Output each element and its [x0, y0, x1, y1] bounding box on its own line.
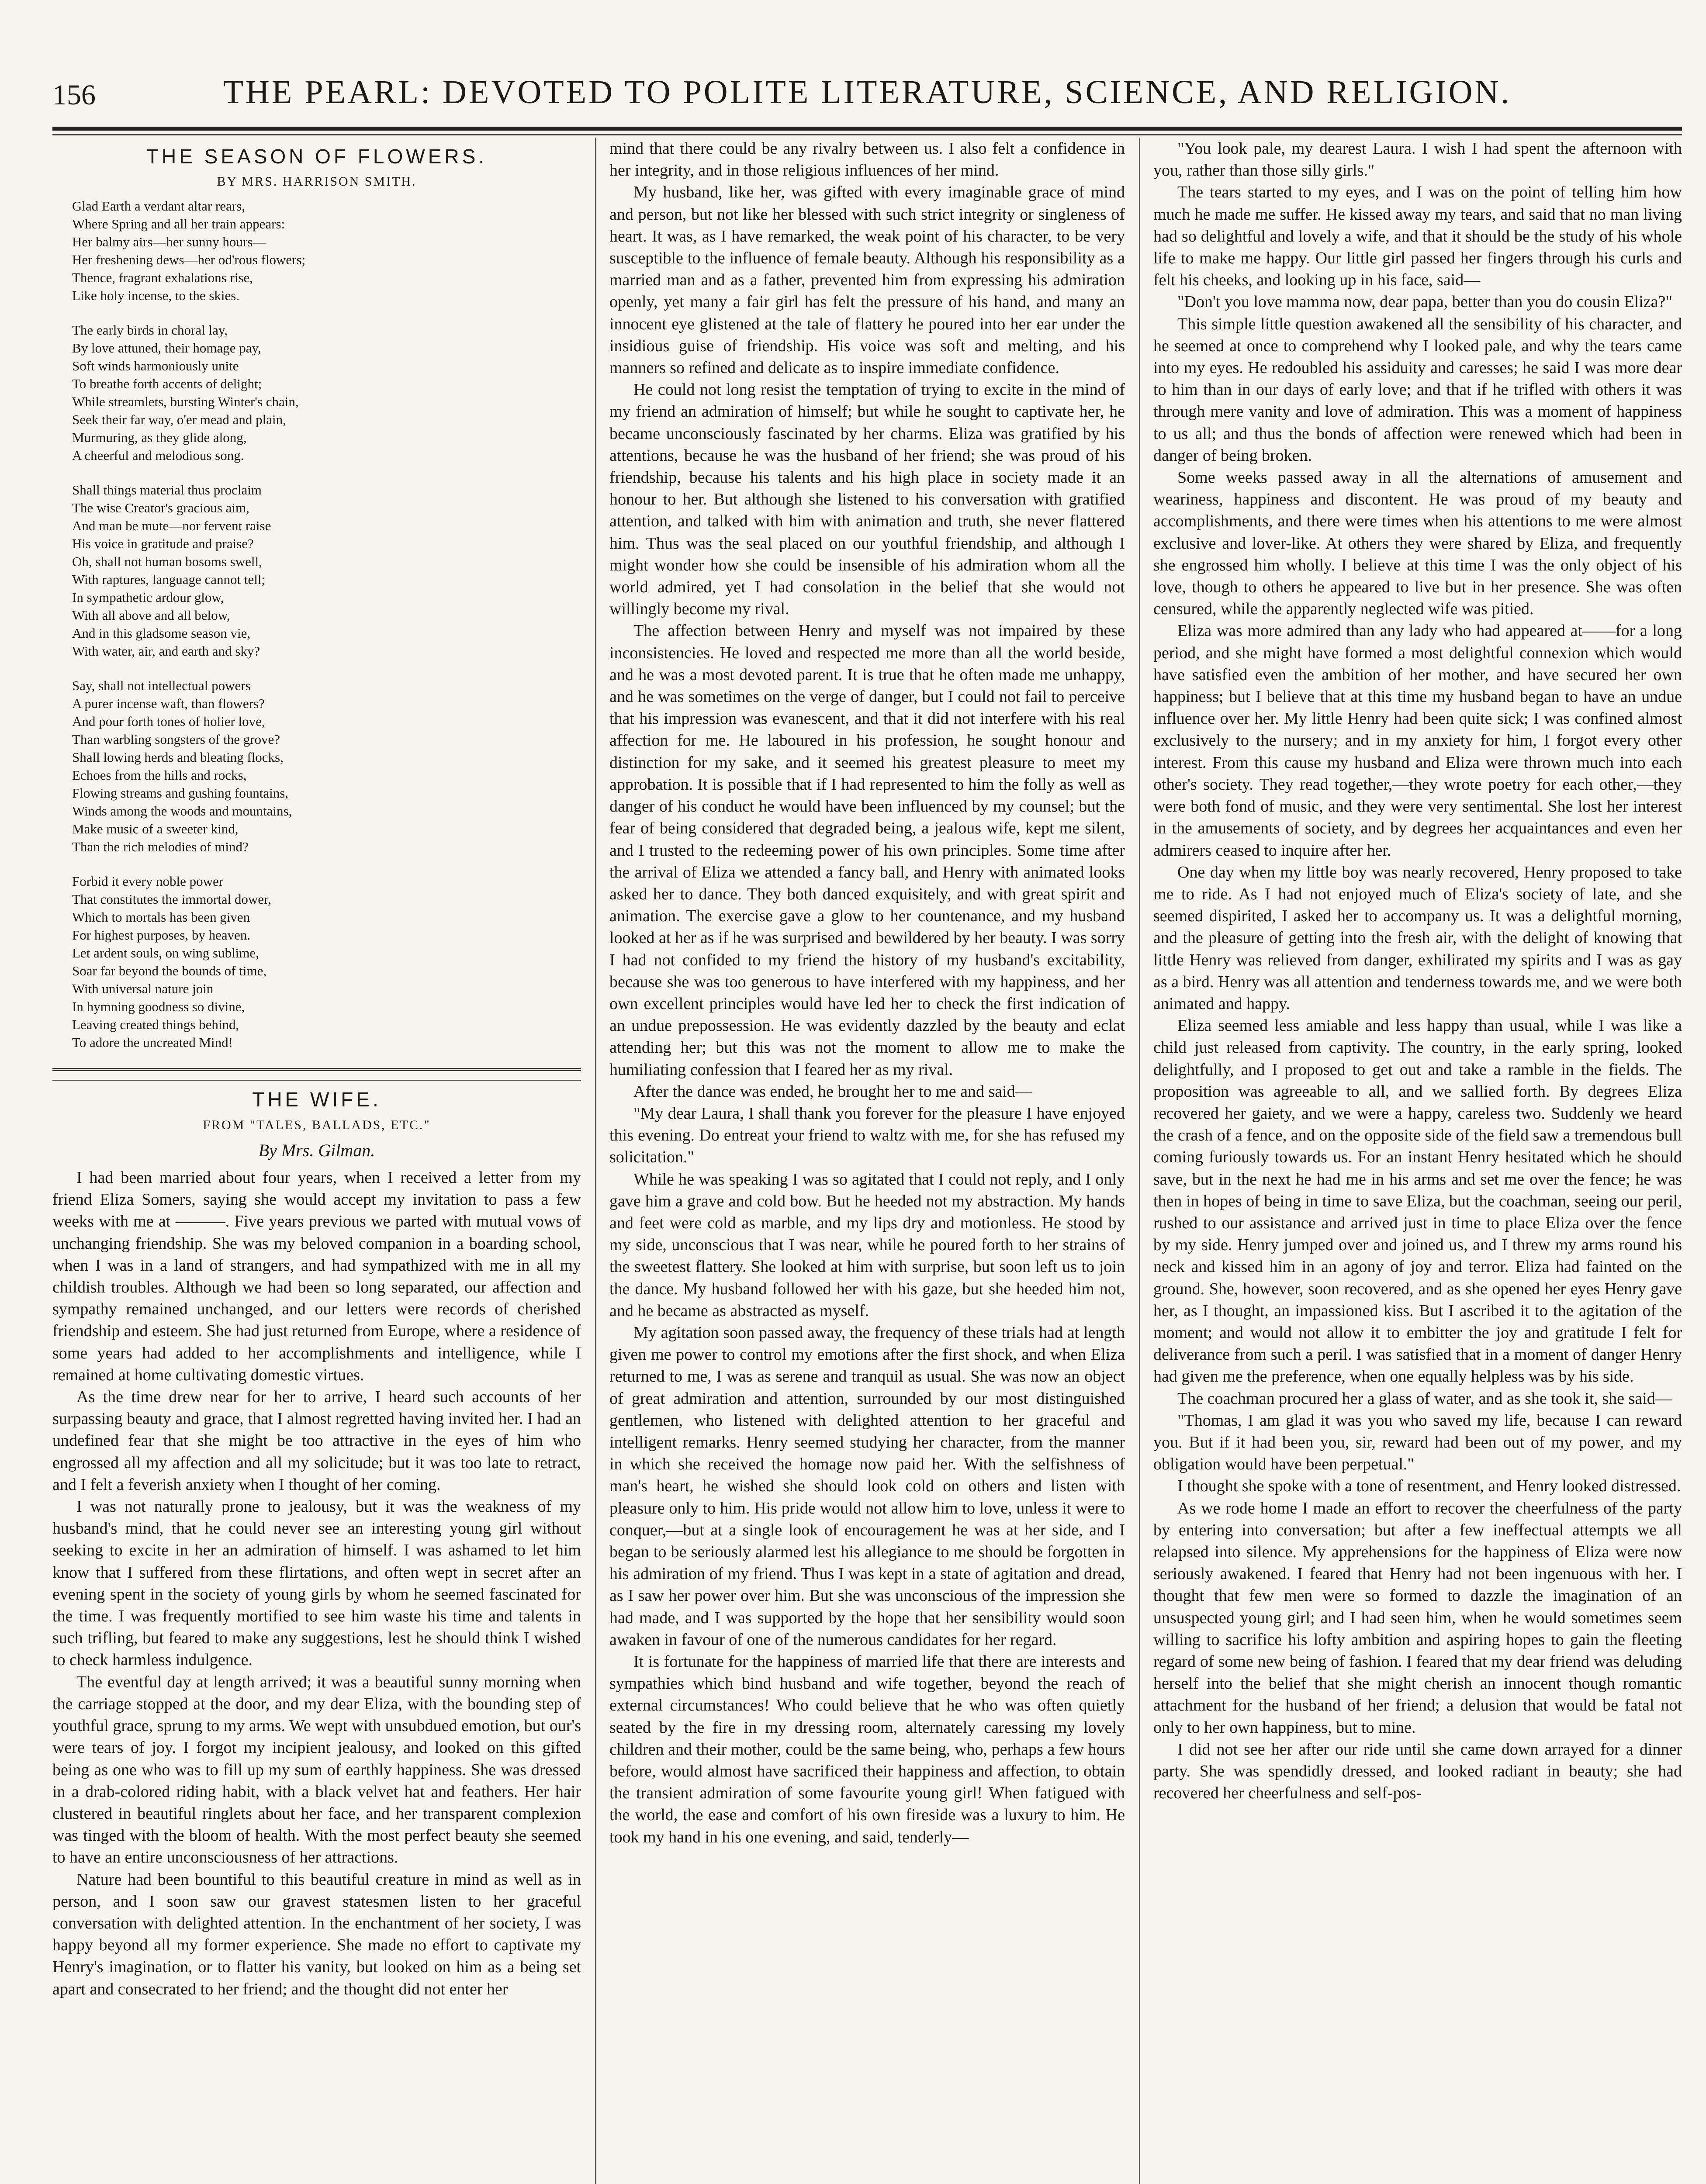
poem-line: Say, shall not intellectual powers: [72, 678, 251, 694]
story-text-col1: [52, 1167, 581, 2000]
poem-line: By love attuned, their homage pay,: [72, 340, 261, 356]
paragraph: Nature had been bountiful to this beautiful creature in mind as well as in person, and I soon saw our gravest statesmen listen to her graceful conversation with delighted attention. In the enchantment of her society, I was happy beyond all my former experience. She made no effort to captivate my Henry's imagination, or to flatter his vanity, but looked on him as a being set apart and consecrated to her friend; and the thought did not enter her: [52, 1870, 581, 1998]
poem-line: Let ardent souls, on wing sublime,: [72, 945, 259, 961]
paragraph: I was not naturally prone to jealousy, but it was the weakness of my husband's mind, that he could never see an interesting young girl without seeking to excite in her an admiration of himself. I was ashamed to let him know that I suffered from these flirtations, and often wept in secret after an evening spent in the society of young girls by whom he seemed fascinated for the time. I was frequently mortified to see him waste his time and talents in such trifling, but feared to make any suggestions, lest he should think I wished to check harmless indulgence.: [52, 1497, 581, 1669]
paragraph: He could not long resist the temptation of trying to excite in the mind of my friend an admiration of himself; but while he sought to captivate her, he became unconsciously fascinated by her charms. Eliza was gratified by his attentions, because he was the husband of her friend; she was proud of his friendship, because his talents and his high place in society made it an honour to her. But although she listened to his conversation with gratified attention, and talked with him with animation and truth, she never flattered him. Thus was the seal placed on our youthful friendship, and although I might wonder how she could be insensible of his admiration whom all the world admired, yet I had consolation in the belief that she would not willingly become my rival.: [609, 380, 1125, 619]
paragraph: My agitation soon passed away, the frequency of these trials had at length given me power to control my emotions after the first shock, and when Eliza returned to me, I was as serene and tranquil as usual. She was now an object of great admiration and attention, surrounded by our most distinguished gentlemen, who listened with delighted attention to her graceful and intelligent remarks. Henry seemed studying her character, from the manner in which she received the homage now paid her. With the selfishness of man's heart, he wished she should look cold on others and listen with pleasure only to him. His pride would not allow him to love, unless it were to conquer,—but at a single look of encouragement he was at her side, and I began to be seriously alarmed lest his allegiance to me should be forgotten in his admiration of my friend. Thus I was kept in a state of agitation and dread, as I saw her power over him. But she was unconscious of the impression she had made, and I was supported by the hope that her sensibility would soon awaken in favour of one of the numerous candidates for her regard.: [609, 1323, 1125, 1649]
paragraph: "You look pale, my dearest Laura. I wish I had spent the afternoon with you, rather than those silly girls.": [1153, 139, 1682, 180]
paragraph: Eliza seemed less amiable and less happy than usual, while I was like a child just released from captivity. The country, in the early spring, looked delightfully, and I proposed to get out and take a ramble in the fields. The proposition was agreeable to all, and we sallied forth. By degrees Eliza recovered her gaiety, and we were a happy, careless two. Suddenly we heard the crash of a fence, and on the opposite side of the field saw a tremendous bull coming furiously towards us. For an instant Henry hesitated which he should save, but in the next he had me in his arms and set me over the fence; he was then in hopes of being in time to save Eliza, but the coachman, seeing our peril, rushed to our assistance and arrived just in time to place Eliza over the fence by my side. Henry jumped over and joined us, and I threw my arms round his neck and kissed him in an agony of joy and terror. Eliza had fainted on the ground. She, however, soon recovered, and as she opened her eyes Henry gave her, as I thought, an impassioned kiss. But I ascribed it to the agitation of the moment; and would not allow it to embitter the joy and gratitude I felt for deliverance from such a peril. I was satisfied that in a moment of danger Henry had given me the preference, when one equally helpless was by his side.: [1153, 1016, 1682, 1386]
paragraph: After the dance was ended, he brought her to me and said—: [633, 1082, 1032, 1101]
poem-line: Which to mortals has been given: [72, 909, 250, 925]
poem-line: Than the rich melodies of mind?: [72, 839, 249, 855]
poem-line: Soar far beyond the bounds of time,: [72, 963, 267, 979]
poem-line: For highest purposes, by heaven.: [72, 927, 251, 943]
poem-line: The early birds in choral lay,: [72, 322, 228, 338]
poem-line: Where Spring and all her train appears:: [72, 216, 285, 232]
paragraph: One day when my little boy was nearly recovered, Henry proposed to take me to ride. As I had not enjoyed much of Eliza's society of late, and she seemed dispirited, I asked her to accompany us. It was a delightful morning, and the pleasure of getting into the fresh air, with the delight of knowing that little Henry was relieved from danger, exhilirated my spirits and I was as gay as a bird. Henry was all attention and tenderness towards me, and we were both animated and happy.: [1153, 863, 1682, 1013]
paragraph: "Thomas, I am glad it was you who saved my life, because I can reward you. But if it had been you, sir, reward had been out of my power, and my obligation would have been perpetual.": [1153, 1411, 1682, 1474]
poem-line: And man be mute—nor fervent raise: [72, 518, 271, 534]
paragraph: "Don't you love mamma now, dear papa, better than you do cousin Eliza?": [1177, 293, 1672, 311]
poem-line: Winds among the woods and mountains,: [72, 803, 292, 819]
header-rule: [52, 127, 1682, 131]
poem-line: Flowing streams and gushing fountains,: [72, 785, 289, 801]
paragraph: My husband, like her, was gifted with every imaginable grace of mind and person, but not like her blessed with such strict integrity or singleness of heart. It was, as I have remarked, the weak point of his character, to be very susceptible to the influence of female beauty. Although his responsibility as a married man and as a father, prevented him from expressing his admiration openly, yet many a fair girl has felt the pressure of his hand, and many an innocent eye glistened at the tale of flattery he poured into her ear under the insidious guise of friendship. His voice was soft and melting, and his manners so refined and delicate as to inspire immediate confidence.: [609, 183, 1125, 377]
paragraph: This simple little question awakened all the sensibility of his character, and he seemed at once to comprehend why I looked pale, and why the tears came into my eyes. He redoubled his assiduity and caresses; he said I was more dear to him than in our days of early love; and that if he trifled with others it was through mere vanity and love of admiration. This was a moment of happiness to us all; and thus the bonds of affection were renewed which had been in danger of being broken.: [1153, 314, 1682, 465]
poem-stanza: [72, 197, 581, 304]
poem-line: Oh, shall not human bosoms swell,: [72, 554, 262, 570]
poem-stanza: [72, 872, 581, 1051]
poem-title: THE SEASON OF FLOWERS.: [146, 145, 488, 168]
column-2: [609, 138, 1125, 2184]
poem-body: [52, 197, 581, 1051]
poem-line: In sympathetic ardour glow,: [72, 590, 224, 605]
paragraph: mind that there could be any rivalry between us. I also felt a confidence in her integrity, and in those religious influences of her mind.: [609, 139, 1125, 180]
poem-line: Thence, fragrant exhalations rise,: [72, 270, 253, 286]
poem-line: With water, air, and earth and sky?: [72, 643, 260, 659]
paragraph: I thought she spoke with a tone of resentment, and Henry looked distressed.: [1177, 1477, 1681, 1496]
poem-line: Shall things material thus proclaim: [72, 482, 262, 498]
poem-line: The wise Creator's gracious aim,: [72, 500, 249, 516]
poem-line: With universal nature join: [72, 981, 214, 997]
poem-line: Leaving created things behind,: [72, 1017, 239, 1033]
paragraph: The tears started to my eyes, and I was on the point of telling him how much he made me suffer. He kissed away my tears, and said that no man living had so delightful and lovely a wife, and that it should be the study of his whole life to make me happy. Our little girl passed her fingers through his curls and felt his cheeks, and looking up in his face, said—: [1153, 183, 1682, 290]
column-rule: [595, 138, 596, 2184]
poem-line: Glad Earth a verdant altar rears,: [72, 198, 245, 214]
poem-stanza: [72, 677, 581, 856]
poem-line: That constitutes the immortal dower,: [72, 892, 271, 907]
page-header: [52, 70, 1682, 122]
running-title: THE PEARL: DEVOTED TO POLITE LITERATURE, SCIENCE, AND RELIGION.: [223, 74, 1512, 111]
story-author: By Mrs. Gilman.: [258, 1140, 375, 1160]
poem-line: And pour forth tones of holier love,: [72, 714, 265, 729]
paragraph: While he was speaking I was so agitated that I could not reply, and I only gave him a grave and cold bow. But he heeded not my abstraction. My hands and feet were cold as marble, and my lips dry and motionless. He stood by my side, unconscious that I was near, while he poured forth to her strains of the sweetest flattery. She looked at him with surprise, but soon left us to join the dance. My husband followed her with his gaze, but she heeded him not, and he became as abstracted as myself.: [609, 1170, 1125, 1320]
poem-line: Echoes from the hills and rocks,: [72, 767, 247, 783]
paragraph: It is fortunate for the happiness of married life that there are interests and sympathies which bind husband and wife together, beyond the reach of external circumstances! Who could believe that he who was often quietly seated by the fire in my dressing room, alternately caressing my lovely children and their mother, could be the same being, who, perhaps a few hours before, would almost have sacrificed their happiness and affection, to obtain the transient admiration of some favourite young girl! When fatigued with the world, the ease and comfort of his own fireside was a luxury to him. He took my hand in his one evening, and said, tenderly—: [609, 1652, 1125, 1846]
poem-line: Her freshening dews—her od'rous flowers;: [72, 252, 306, 268]
poem-line: Murmuring, as they glide along,: [72, 430, 247, 446]
story-source: FROM "TALES, BALLADS, ETC.": [203, 1117, 431, 1132]
poem-line: In hymning goodness so divine,: [72, 999, 245, 1015]
poem-author: BY MRS. HARRISON SMITH.: [217, 174, 417, 189]
section-divider: [52, 1068, 581, 1081]
poem-line: With all above and all below,: [72, 608, 230, 623]
paragraph: I had been married about four years, when I received a letter from my friend Eliza Somers, saying she would accept my invitation to pass a few weeks with me at ———. Five years previous we parted with mutual vows of unchanging friendship. She was my beloved companion in a boarding school, when I was in a land of strangers, and had sympathized with me in all my childish troubles. Although we had been so long separated, our affection and sympathy remained unchanged, and our letters were records of cherished friendship and esteem. She had just returned from Europe, where a residence of some years had added to her accomplishments and intelligence, while I remained at home cultivating domestic virtues.: [52, 1168, 581, 1384]
column-1: [52, 138, 581, 2184]
poem-line: Soft winds harmoniously unite: [72, 358, 239, 374]
paragraph: I did not see her after our ride until she came down arrayed for a dinner party. She was spendidly dressed, and looked radiant in beauty; she had recovered her cheerfulness and self-pos-: [1153, 1740, 1682, 1803]
poem-line: A purer incense waft, than flowers?: [72, 696, 265, 712]
story-title: THE WIFE.: [252, 1088, 381, 1111]
poem-stanza: [72, 481, 581, 660]
poem-line: Shall lowing herds and bleating flocks,: [72, 750, 284, 765]
paragraph: As the time drew near for her to arrive, I heard such accounts of her surpassing beauty and grace, that I almost regretted having invited her. I had an undefined fear that she might be too attractive in the eyes of him who engrossed all my affection and all my solicitude; but it was too late to retract, and I felt a feverish anxiety when I thought of her coming.: [52, 1388, 581, 1494]
poem-line: While streamlets, bursting Winter's chain,: [72, 394, 299, 410]
poem-line: Her balmy airs—her sunny hours—: [72, 234, 266, 250]
poem-line: Seek their far way, o'er mead and plain,: [72, 412, 286, 428]
paragraph: The coachman procured her a glass of water, and as she took it, she said—: [1177, 1389, 1672, 1408]
paragraph: The eventful day at length arrived; it was a beautiful sunny morning when the carriage stopped at the door, and my dear Eliza, with the bounding step of youthful grace, sprung to my arms. We wept with unsubdued emotion, but our's were tears of joy. I forgot my incipient jealousy, and looked on this gifted being as one who was to fill up my sum of earthly happiness. She was dressed in a drab-colored riding habit, with a black velvet hat and feathers. Her hair clustered in beautiful ringlets about her face, and her transparent complexion was tinged with the bloom of health. With the most perfect beauty she seemed to have an entire unconsciousness of her attractions.: [52, 1673, 581, 1867]
paragraph: As we rode home I made an effort to recover the cheerfulness of the party by entering into conversation; but after a few ineffectual attempts we all relapsed into silence. My apprehensions for the happiness of Eliza were now seriously awakened. I feared that Henry had not been ingenuous with her. I thought that few men were so formed to dazzle the imagination of an unsuspected young girl; and I had seen him, when he would sometimes seem willing to sacrifice his lofty ambition and aspiring hopes to gain the fleeting regard of some new being of fashion. I feared that my dear friend was deluding herself into the belief that she might cherish an innocent though romantic attachment for the husband of her friend; a delusion that would be fatal not only to her own happiness, but to mine.: [1153, 1499, 1682, 1737]
poem-line: To breathe forth accents of delight;: [72, 376, 262, 392]
poem-line: Than warbling songsters of the grove?: [72, 732, 280, 747]
poem-line: And in this gladsome season vie,: [72, 625, 251, 641]
column-rule: [1139, 138, 1140, 2184]
poem-line: A cheerful and melodious song.: [72, 448, 244, 463]
header-rule-thin: [52, 134, 1682, 135]
page-number: 156: [52, 79, 96, 111]
paragraph: The affection between Henry and myself was not impaired by these inconsistencies. He loved and respected me more than all the world beside, and he was a most devoted parent. It is true that he often made me unhappy, and he was sometimes on the verge of danger, but I could not fail to perceive that his impression was evanescent, and that it did not interfere with his real affection for me. He laboured in his profession, he sought honour and distinction for my sake, and it seemed his greatest pleasure to meet my approbation. It is possible that if I had represented to him the folly as well as danger of his conduct he would have been influenced by my counsel; but the fear of being considered that degraded being, a jealous wife, kept me silent, and I trusted to the redeeming power of his own principles. Some time after the arrival of Eliza we attended a fancy ball, and Henry with animated looks asked her to dance. They both danced exquisitely, and with great spirit and animation. The exercise gave a glow to her countenance, and my husband looked at her as if he was surprised and bewildered by her beauty. I was sorry I had not confided to my friend the history of my husband's excitability, because she was too generous to have interfered with my happiness, and her own excellent principles would have led her to check the first indication of an undue prepossession. He was evidently dazzled by the beauty and eclat attending her; but this was not the moment to allow me to make the humiliating confession that I feared her as my rival.: [609, 622, 1125, 1079]
poem-line: Like holy incense, to the skies.: [72, 288, 240, 304]
column-3: [1153, 138, 1682, 2184]
paragraph: Some weeks passed away in all the alternations of amusement and weariness, happiness and discontent. He was proud of my beauty and accomplishments, and there were times when his attentions to me were almost exclusive and lover-like. At others they were shared by Eliza, and frequently she engrossed him wholly. I believe at this time I was the only object of his love, though to others he appeared to live but in her presence. She was often censured, while the apparently neglected wife was pitied.: [1153, 468, 1682, 619]
poem-line: With raptures, language cannot tell;: [72, 572, 266, 587]
poem-stanza: [72, 321, 581, 464]
poem-line: Make music of a sweeter kind,: [72, 821, 239, 837]
paragraph: "My dear Laura, I shall thank you forever for the pleasure I have enjoyed this evening. Do entreat your friend to waltz with me, for she has refused my solicitation.": [609, 1104, 1125, 1167]
poem-line: To adore the uncreated Mind!: [72, 1035, 233, 1051]
poem-line: His voice in gratitude and praise?: [72, 536, 254, 552]
paragraph: Eliza was more admired than any lady who had appeared at——for a long period, and she might have formed a most delightful connexion which would have satisfied even the ambition of her mother, and have secured her own happiness; but I believe that at this time my husband began to have an undue influence over her. My little Henry had been quite sick; I was confined almost exclusively to the nursery; and in my anxiety for him, I forgot every other interest. From this cause my husband and Eliza were thrown much into each other's society. They read together,—they wrote poetry for each other,—they were both fond of music, and they were very sentimental. She lost her interest in the amusements of society, and by degrees her acquaintances and even her admirers ceased to inquire after her.: [1153, 622, 1682, 860]
poem-line: Forbid it every noble power: [72, 874, 224, 889]
